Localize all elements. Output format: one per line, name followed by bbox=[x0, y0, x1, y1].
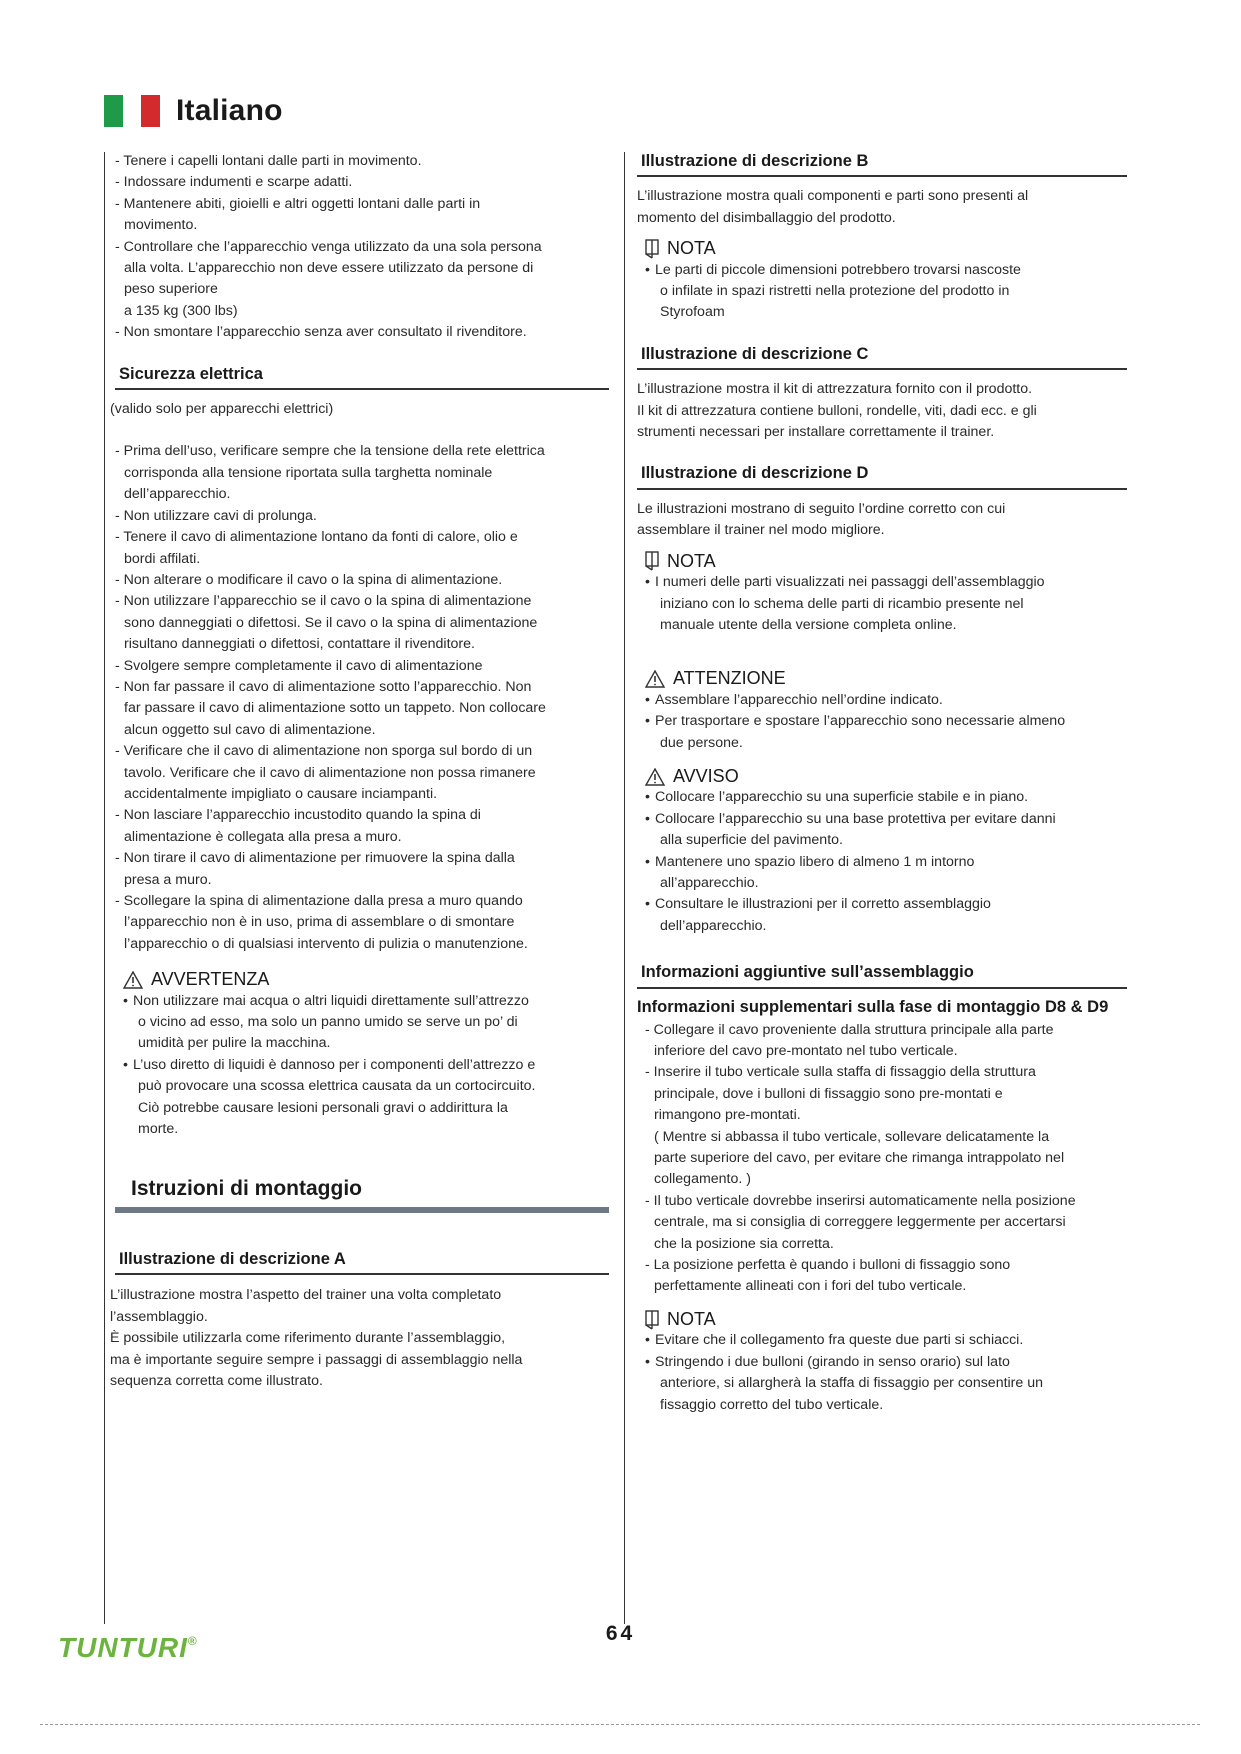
tunturi-logo bbox=[58, 1632, 198, 1664]
text-line: - Tenere il cavo di alimentazione lontano da fonti di calore, olio e bbox=[115, 529, 518, 546]
bullet-text-line: Collocare l’apparecchio su una superficie stabile e in piano. bbox=[655, 789, 1029, 806]
text-line: - Non alterare o modificare il cavo o la spina di alimentazione. bbox=[115, 571, 503, 588]
text-line: far passare il cavo di alimentazione sotto un tappeto. Non collocare bbox=[124, 700, 546, 717]
section-title-additional-assembly-info: Informazioni aggiuntive sull’assemblaggio bbox=[637, 962, 1127, 988]
bullet-item bbox=[637, 260, 1127, 324]
text-line: corrisponda alla tensione riportata sulla targhetta nominale bbox=[124, 464, 493, 481]
left-column bbox=[110, 151, 609, 1392]
bullet-text-line: L’uso diretto di liquidi è dannoso per i componenti dell’attrezzo e bbox=[133, 1056, 536, 1073]
text-line: bordi affilati. bbox=[124, 550, 201, 567]
bullet-icon: • bbox=[645, 1332, 650, 1349]
bullet-item bbox=[637, 787, 1127, 808]
bullet-item bbox=[637, 1352, 1127, 1416]
text-line: - Mantenere abiti, gioielli e altri oggetti lontani dalle parti in bbox=[115, 195, 481, 212]
bullet-item bbox=[115, 991, 609, 1055]
text-line: strumenti necessari per installare correttamente il trainer. bbox=[637, 424, 995, 441]
attention-label: ATTENZIONE bbox=[673, 668, 786, 689]
text-line: - Collegare il cavo proveniente dalla struttura principale alla parte bbox=[645, 1021, 1054, 1038]
bullet-item bbox=[637, 1330, 1127, 1351]
page-number: 64 bbox=[605, 1622, 636, 1645]
bullet-text-line: dell’apparecchio. bbox=[660, 917, 767, 934]
note-b-list bbox=[637, 260, 1127, 324]
footer-dashed-line bbox=[40, 1724, 1200, 1725]
bullet-icon: • bbox=[645, 789, 650, 806]
warning-list bbox=[115, 991, 609, 1141]
bullet-text-line: fissaggio corretto del tubo verticale. bbox=[660, 1396, 884, 1413]
illustration-a-text bbox=[110, 1285, 609, 1392]
bullet-item bbox=[637, 852, 1127, 895]
notice-list bbox=[637, 787, 1127, 937]
text-line: - Controllare che l’apparecchio venga utilizzato da una sola persona bbox=[115, 238, 542, 255]
note-label: NOTA bbox=[667, 550, 716, 571]
bullet-text-line: anteriore, si allargherà la staffa di fissaggio per consentire un bbox=[660, 1375, 1044, 1392]
text-line: perfettamente allineati con i fori del tubo verticale. bbox=[654, 1278, 967, 1295]
text-line: È possibile utilizzarla come riferimento durante l’assemblaggio, bbox=[110, 1330, 506, 1347]
text-line: l’apparecchio o di qualsiasi intervento di pulizia o manutenzione. bbox=[124, 935, 528, 952]
left-margin-rule bbox=[104, 152, 105, 1624]
text-line: alcun oggetto sul cavo di alimentazione. bbox=[124, 721, 376, 738]
text-line: presa a muro. bbox=[124, 871, 212, 888]
section-title-assembly-instructions: Istruzioni di montaggio bbox=[115, 1178, 609, 1212]
page-header bbox=[104, 94, 283, 128]
bullet-item bbox=[637, 572, 1127, 636]
bullet-icon: • bbox=[645, 691, 650, 708]
bullet-text-line: I numeri delle parti visualizzati nei passaggi dell’assemblaggio bbox=[655, 574, 1045, 591]
note-d-list bbox=[637, 572, 1127, 636]
column-divider bbox=[624, 152, 625, 1624]
note-label: NOTA bbox=[667, 238, 716, 259]
bullet-icon: • bbox=[645, 853, 650, 870]
section-title-illustration-d: Illustrazione di descrizione D bbox=[637, 463, 1127, 489]
right-column bbox=[637, 151, 1127, 1416]
text-line: parte superiore del cavo, per evitare che rimanga intrappolato nel bbox=[654, 1150, 1065, 1167]
illustration-d-text bbox=[637, 499, 1127, 542]
bullet-text-line: all’apparecchio. bbox=[660, 874, 759, 891]
bullet-text-line: morte. bbox=[138, 1121, 179, 1138]
text-line: peso superiore bbox=[124, 281, 218, 298]
notice-label: AVVISO bbox=[673, 765, 739, 786]
text-line: movimento. bbox=[124, 217, 198, 234]
text-line: assemblare il trainer nel modo migliore. bbox=[637, 522, 885, 539]
bullet-item bbox=[637, 894, 1127, 937]
text-line: tavolo. Verificare che il cavo di alimentazione non possa rimanere bbox=[124, 764, 536, 781]
text-line: L’illustrazione mostra il kit di attrezzatura fornito con il prodotto. bbox=[637, 381, 1033, 398]
safety-intro-list bbox=[115, 151, 609, 344]
text-line: - La posizione perfetta è quando i bulloni di fissaggio sono bbox=[645, 1257, 1011, 1274]
text-line: l’apparecchio non è in uso, prima di assemblare o di smontare bbox=[124, 914, 515, 931]
bullet-icon: • bbox=[645, 1353, 650, 1370]
text-line: - Non utilizzare l’apparecchio se il cavo o la spina di alimentazione bbox=[115, 593, 532, 610]
text-line: rimangono pre-montati. bbox=[654, 1107, 801, 1124]
bullet-text-line: Evitare che il collegamento fra queste due parti si schiacci. bbox=[655, 1332, 1024, 1349]
bullet-item bbox=[637, 809, 1127, 852]
text-line: collegamento. ) bbox=[654, 1171, 751, 1188]
text-line: - Non far passare il cavo di alimentazione sotto l’apparecchio. Non bbox=[115, 678, 532, 695]
bullet-text-line: iniziano con lo schema delle parti di ricambio presente nel bbox=[660, 595, 1024, 612]
bullet-text-line: Mantenere uno spazio libero di almeno 1 m intorno bbox=[655, 853, 975, 870]
bullet-item bbox=[637, 711, 1127, 754]
attention-list bbox=[637, 690, 1127, 754]
text-line: - Non lasciare l’apparecchio incustodito quando la spina di bbox=[115, 807, 481, 824]
text-line: - Prima dell’uso, verificare sempre che la tensione della rete elettrica bbox=[115, 443, 545, 460]
text-line: centrale, ma si consiglia di correggere leggermente per accertarsi bbox=[654, 1214, 1066, 1231]
text-line: risultano danneggiati o difettosi, contattare il rivenditore. bbox=[124, 636, 475, 653]
bullet-text-line: o infilate in spazi ristretti nella protezione del prodotto in bbox=[660, 283, 1010, 300]
bullet-icon: • bbox=[645, 810, 650, 827]
text-line: accidentalmente impigliato o causare inciampanti. bbox=[124, 785, 438, 802]
warning-triangle-icon bbox=[123, 971, 143, 989]
bullet-text-line: Per trasportare e spostare l’apparecchio sono necessarie almeno bbox=[655, 713, 1066, 730]
additional-info-list bbox=[645, 1020, 1127, 1298]
note-heading-d bbox=[645, 551, 1127, 572]
electrical-safety-list bbox=[115, 441, 609, 955]
note-final-list bbox=[637, 1330, 1127, 1416]
illustration-c-text bbox=[637, 379, 1127, 443]
text-line: Le illustrazioni mostrano di seguito l’ordine corretto con cui bbox=[637, 500, 1006, 517]
bullet-icon: • bbox=[123, 992, 128, 1009]
bullet-text-line: Styrofoam bbox=[660, 304, 725, 321]
text-line: che la posizione sia corretta. bbox=[654, 1235, 834, 1252]
text-line: - Inserire il tubo verticale sulla staffa di fissaggio della struttura bbox=[645, 1064, 1036, 1081]
text-line: alla volta. L’apparecchio non deve essere utilizzato da persone di bbox=[124, 260, 534, 277]
note-icon bbox=[645, 551, 659, 571]
bullet-text-line: Assemblare l’apparecchio nell’ordine indicato. bbox=[655, 691, 943, 708]
text-line: a 135 kg (300 lbs) bbox=[124, 302, 238, 319]
registered-mark: ® bbox=[187, 1634, 198, 1648]
text-line: L’illustrazione mostra quali componenti e parti sono presenti al bbox=[637, 188, 1029, 205]
text-line: principale, dove i bulloni di fissaggio sono pre-montati e bbox=[654, 1085, 1003, 1102]
note-heading-final bbox=[645, 1309, 1127, 1330]
bullet-text-line: Non utilizzare mai acqua o altri liquidi direttamente sull’attrezzo bbox=[133, 992, 529, 1009]
section-title-illustration-b: Illustrazione di descrizione B bbox=[637, 151, 1127, 177]
text-line: alimentazione è collegata alla presa a muro. bbox=[124, 828, 402, 845]
illustration-b-text bbox=[637, 186, 1127, 229]
text-line: ( Mentre si abbassa il tubo verticale, sollevare delicatamente la bbox=[654, 1128, 1050, 1145]
text-line: - Scollegare la spina di alimentazione dalla presa a muro quando bbox=[115, 893, 523, 909]
bullet-icon: • bbox=[645, 261, 650, 278]
bullet-icon: • bbox=[645, 713, 650, 730]
notice-heading bbox=[645, 766, 1127, 787]
subsection-title-d8-d9: Informazioni supplementari sulla fase di montaggio D8 & D9 bbox=[637, 997, 1109, 1016]
bullet-text-line: umidità per pulire la macchina. bbox=[138, 1035, 331, 1052]
brand-name: TUNTURI bbox=[58, 1632, 188, 1663]
text-line: - Non utilizzare cavi di prolunga. bbox=[115, 507, 317, 524]
text-line: Il kit di attrezzatura contiene bulloni, rondelle, viti, dadi ecc. e gli bbox=[637, 402, 1037, 419]
text-line: ma è importante seguire sempre i passaggi di assemblaggio nella bbox=[110, 1351, 523, 1368]
warning-triangle-icon bbox=[645, 670, 665, 688]
section-title-electrical-safety: Sicurezza elettrica bbox=[115, 364, 609, 390]
text-line: - Il tubo verticale dovrebbe inserirsi automaticamente nella posizione bbox=[645, 1192, 1076, 1209]
text-line: momento del disimballaggio del prodotto. bbox=[637, 209, 896, 226]
text-line: - Non tirare il cavo di alimentazione per rimuovere la spina dalla bbox=[115, 850, 515, 867]
bullet-text-line: può provocare una scossa elettrica causata da un cortocircuito. bbox=[138, 1078, 536, 1095]
text-line: - Svolgere sempre completamente il cavo di alimentazione bbox=[115, 657, 483, 674]
text-line: - Indossare indumenti e scarpe adatti. bbox=[115, 174, 353, 191]
note-icon bbox=[645, 1310, 659, 1330]
bullet-text-line: alla superficie del pavimento. bbox=[660, 832, 843, 849]
bullet-icon: • bbox=[645, 574, 650, 591]
bullet-text-line: Ciò potrebbe causare lesioni personali gravi o addirittura la bbox=[138, 1099, 508, 1116]
section-title-illustration-c: Illustrazione di descrizione C bbox=[637, 344, 1127, 370]
bullet-text-line: Le parti di piccole dimensioni potrebbero trovarsi nascoste bbox=[655, 261, 1021, 278]
text-line: - Verificare che il cavo di alimentazione non sporga sul bordo di un bbox=[115, 743, 533, 760]
bullet-text-line: Collocare l’apparecchio su una base protettiva per evitare danni bbox=[655, 810, 1056, 827]
note-icon bbox=[645, 239, 659, 259]
warning-triangle-icon bbox=[645, 768, 665, 786]
text-line: dell’apparecchio. bbox=[124, 486, 231, 503]
note-heading-b bbox=[645, 238, 1127, 259]
attention-heading bbox=[645, 668, 1127, 689]
warning-heading bbox=[123, 969, 609, 990]
bullet-icon: • bbox=[645, 896, 650, 913]
text-line: l’assemblaggio. bbox=[110, 1308, 208, 1325]
text-line: L’illustrazione mostra l’aspetto del trainer una volta completato bbox=[110, 1287, 502, 1304]
italian-flag-icon bbox=[104, 95, 160, 127]
bullet-text-line: manuale utente della versione completa online. bbox=[660, 616, 957, 633]
text-line: inferiore del cavo pre-montato nel tubo verticale. bbox=[654, 1043, 958, 1059]
bullet-icon: • bbox=[123, 1056, 128, 1073]
section-title-illustration-a: Illustrazione di descrizione A bbox=[115, 1249, 609, 1275]
text-line: sono danneggiati o difettosi. Se il cavo o la spina di alimentazione bbox=[124, 614, 538, 631]
electrical-note: (valido solo per apparecchi elettrici) bbox=[110, 401, 334, 418]
text-line: - Tenere i capelli lontani dalle parti in movimento. bbox=[115, 153, 422, 169]
warning-label: AVVERTENZA bbox=[151, 969, 270, 990]
bullet-text-line: Stringendo i due bulloni (girando in senso orario) sul lato bbox=[655, 1353, 1010, 1370]
text-line: - Non smontare l’apparecchio senza aver consultato il rivenditore. bbox=[115, 324, 527, 341]
bullet-text-line: o vicino ad esso, ma solo un panno umido se serve un po’ di bbox=[138, 1014, 518, 1031]
page-title: Italiano bbox=[176, 94, 283, 127]
bullet-item bbox=[637, 690, 1127, 711]
bullet-item bbox=[115, 1055, 609, 1141]
bullet-text-line: Consultare le illustrazioni per il corretto assemblaggio bbox=[655, 896, 991, 913]
note-label: NOTA bbox=[667, 1308, 716, 1329]
text-line: sequenza corretta come illustrato. bbox=[110, 1372, 323, 1389]
bullet-text-line: due persone. bbox=[660, 734, 743, 751]
